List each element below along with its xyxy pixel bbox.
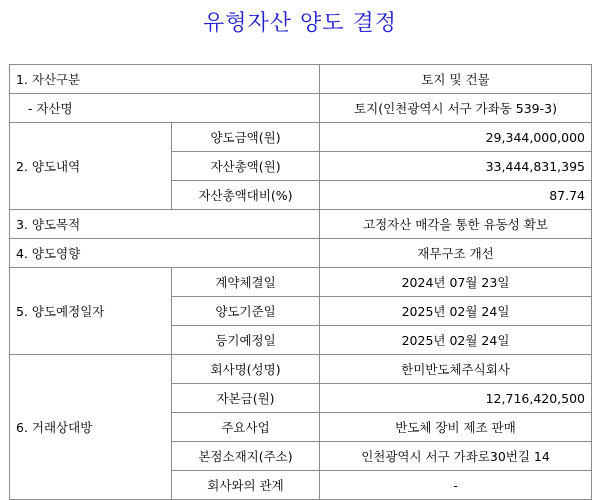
transfer-amount-value: 29,344,000,000	[320, 123, 592, 152]
total-assets-value: 33,444,831,395	[320, 152, 592, 181]
relation-label: 회사와의 관계	[172, 471, 320, 500]
capital-label: 자본금(원)	[172, 384, 320, 413]
total-assets-label: 자산총액(원)	[172, 152, 320, 181]
purpose-label: 3. 양도목적	[10, 210, 320, 239]
effect-label: 4. 양도영향	[10, 239, 320, 268]
effect-value: 재무구조 개선	[320, 239, 592, 268]
transfer-label: 2. 양도내역	[10, 123, 172, 210]
base-date-label: 양도기준일	[172, 297, 320, 326]
table-row	[10, 355, 592, 384]
table-row	[10, 123, 592, 152]
purpose-value: 고정자산 매각을 통한 유동성 확보	[320, 210, 592, 239]
table-row	[10, 94, 592, 123]
table-row	[10, 268, 592, 297]
registration-date-label: 등기예정일	[172, 326, 320, 355]
transfer-amount-label: 양도금액(원)	[172, 123, 320, 152]
registration-date-value: 2025년 02월 24일	[320, 326, 592, 355]
capital-value: 12,716,420,500	[320, 384, 592, 413]
table-row	[10, 239, 592, 268]
table-row	[10, 65, 592, 94]
company-name-value: 한미반도체주식회사	[320, 355, 592, 384]
main-business-label: 주요사업	[172, 413, 320, 442]
head-office-label: 본점소재지(주소)	[172, 442, 320, 471]
asset-name-value: 토지(인천광역시 서구 가좌동 539-3)	[320, 94, 592, 123]
page-title: 유형자산 양도 결정	[202, 11, 397, 36]
asset-name-label: - 자산명	[10, 94, 320, 123]
contract-date-value: 2024년 07월 23일	[320, 268, 592, 297]
contract-date-label: 계약체결일	[172, 268, 320, 297]
table-row	[10, 210, 592, 239]
company-name-label: 회사명(성명)	[172, 355, 320, 384]
head-office-value: 인천광역시 서구 가좌로30번길 14	[320, 442, 592, 471]
asset-ratio-value: 87.74	[320, 181, 592, 210]
base-date-value: 2025년 02월 24일	[320, 297, 592, 326]
disclosure-table	[9, 64, 592, 500]
asset-ratio-label: 자산총액대비(%)	[172, 181, 320, 210]
asset-type-label: 1. 자산구분	[10, 65, 320, 94]
schedule-label: 5. 양도예정일자	[10, 268, 172, 355]
relation-value: -	[320, 471, 592, 500]
disclosure-table-container	[9, 64, 591, 493]
main-business-value: 반도체 장비 제조 판매	[320, 413, 592, 442]
asset-type-value: 토지 및 건물	[320, 65, 592, 94]
counterparty-label: 6. 거래상대방	[10, 355, 172, 500]
